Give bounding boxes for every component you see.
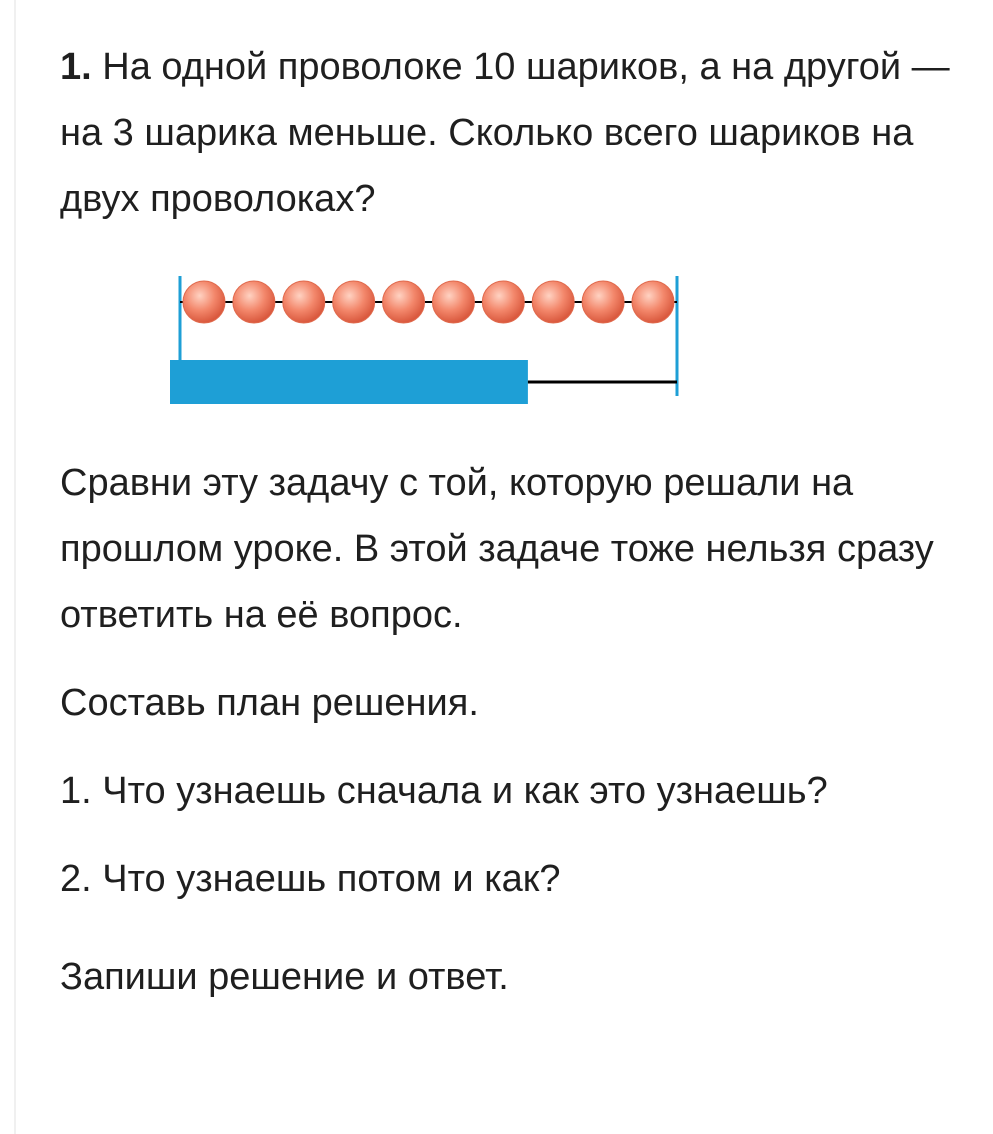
problem-text: На одной проволоке 10 шариков, а на другой — на 3 шарика меньше. Сколько всего шариков на двух проволоках?	[60, 46, 950, 220]
problem-statement	[60, 34, 970, 232]
compare-paragraph: Сравни эту задачу с той, которую решали на прошлом уроке. В этой задаче тоже нельзя сразу ответить на её вопрос.	[60, 462, 934, 636]
answer-instruction: Запиши решение и ответ.	[60, 956, 509, 998]
bead	[283, 281, 325, 323]
plan-step-2: 2. Что узнаешь потом и как?	[60, 858, 561, 900]
bead	[233, 281, 275, 323]
bead	[632, 281, 674, 323]
page-left-border	[14, 0, 16, 1134]
bead	[432, 281, 474, 323]
shorter-bar	[170, 360, 528, 404]
bead-diagram	[170, 256, 710, 426]
bead	[482, 281, 524, 323]
bead	[183, 281, 225, 323]
diagram-layer	[170, 276, 677, 404]
bead	[582, 281, 624, 323]
bead	[532, 281, 574, 323]
bead-diagram-svg	[170, 256, 710, 426]
problem-number: 1.	[60, 46, 92, 88]
bead	[383, 281, 425, 323]
bead	[333, 281, 375, 323]
textbook-content	[60, 34, 970, 1010]
plan-paragraph: Составь план решения.	[60, 682, 479, 724]
plan-step-1: 1. Что узнаешь сначала и как это узнаешь?	[60, 770, 828, 812]
